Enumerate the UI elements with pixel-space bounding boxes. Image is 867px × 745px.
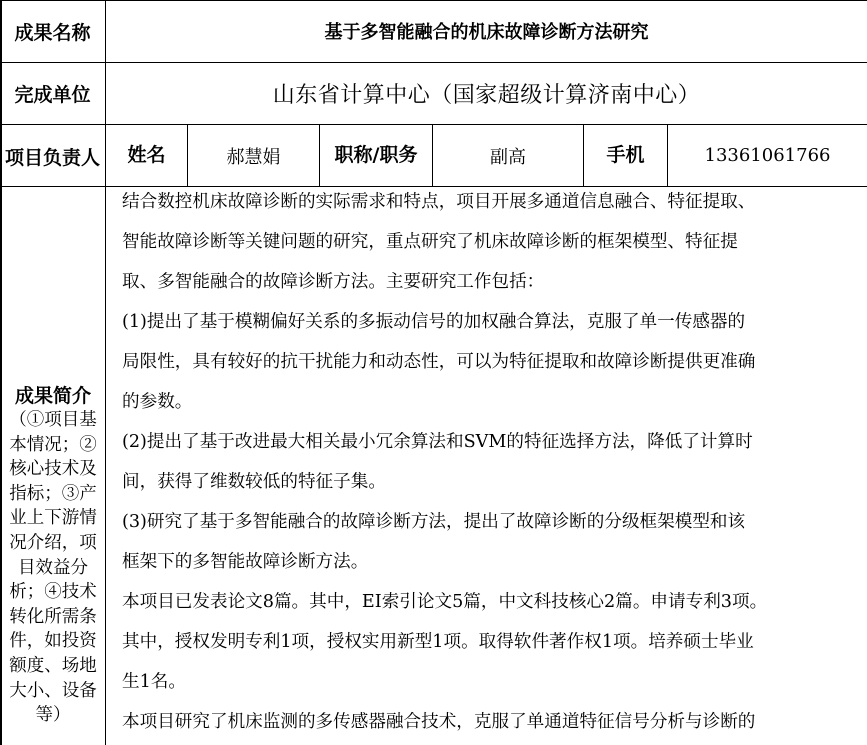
- leader-phone-label: 手机: [606, 143, 645, 166]
- intro-line: 生1名。: [122, 672, 186, 692]
- intro-sublabel: （①项目基本情况；②核心技术及指标；③产业上下游情况介绍，项目效益分析；④技术转化所需条件，如投资额度、场地大小、设备等）: [9, 410, 97, 726]
- unit-label: 完成单位: [14, 84, 91, 106]
- result-name-label: 成果名称: [14, 21, 91, 44]
- intro-line: (2)提出了基于改进最大相关最小冗余算法和SVM的特征选择方法，降低了计算时: [122, 432, 753, 452]
- intro-body: [122, 182, 867, 742]
- intro-line: (1)提出了基于模糊偏好关系的多振动信号的加权融合算法，克服了单一传感器的: [122, 312, 746, 332]
- intro-line: 间，获得了维数较低的特征子集。: [122, 472, 386, 492]
- leader-name-label: 姓名: [127, 143, 166, 166]
- intro-line: 本项目已发表论文8篇。其中，EI索引论文5篇，中文科技核心2篇。申请专利3项。: [122, 592, 768, 612]
- intro-line: 框架下的多智能故障诊断方法。: [122, 552, 369, 572]
- intro-label: 成果简介: [14, 385, 91, 407]
- unit-value: 山东省计算中心（国家超级计算济南中心）: [272, 83, 701, 108]
- intro-line: 的参数。: [122, 392, 193, 412]
- leader-label: 项目负责人: [4, 147, 100, 169]
- intro-line: 本项目研究了机床监测的多传感器融合技术，克服了单通道特征信号分析与诊断的: [122, 712, 756, 732]
- intro-line: 智能故障诊断等关键问题的研究，重点研究了机床故障诊断的框架模型、特征提: [122, 232, 738, 252]
- intro-line: 其中，授权发明专利1项，授权实用新型1项。取得软件著作权1项。培养硕士毕业: [122, 632, 754, 652]
- intro-line: 局限性，具有较好的抗干扰能力和动态性，可以为特征提取和故障诊断提供更准确: [122, 352, 756, 372]
- intro-line: 取、多智能融合的故障诊断方法。主要研究工作包括：: [122, 272, 545, 292]
- intro-line: 结合数控机床故障诊断的实际需求和特点，项目开展多通道信息融合、特征提取、: [122, 192, 756, 212]
- leader-name-value: 郝慧娟: [226, 146, 281, 168]
- intro-line: (3)研究了基于多智能融合的故障诊断方法，提出了故障诊断的分级框架模型和该: [122, 512, 746, 532]
- leader-title-value: 副高: [490, 146, 526, 168]
- leader-title-label: 职称/职务: [334, 143, 418, 166]
- leader-phone-value: 13361061766: [704, 145, 831, 166]
- intro-label-block: [0, 384, 106, 728]
- result-name-value: 基于多智能融合的机床故障诊断方法研究: [324, 22, 649, 43]
